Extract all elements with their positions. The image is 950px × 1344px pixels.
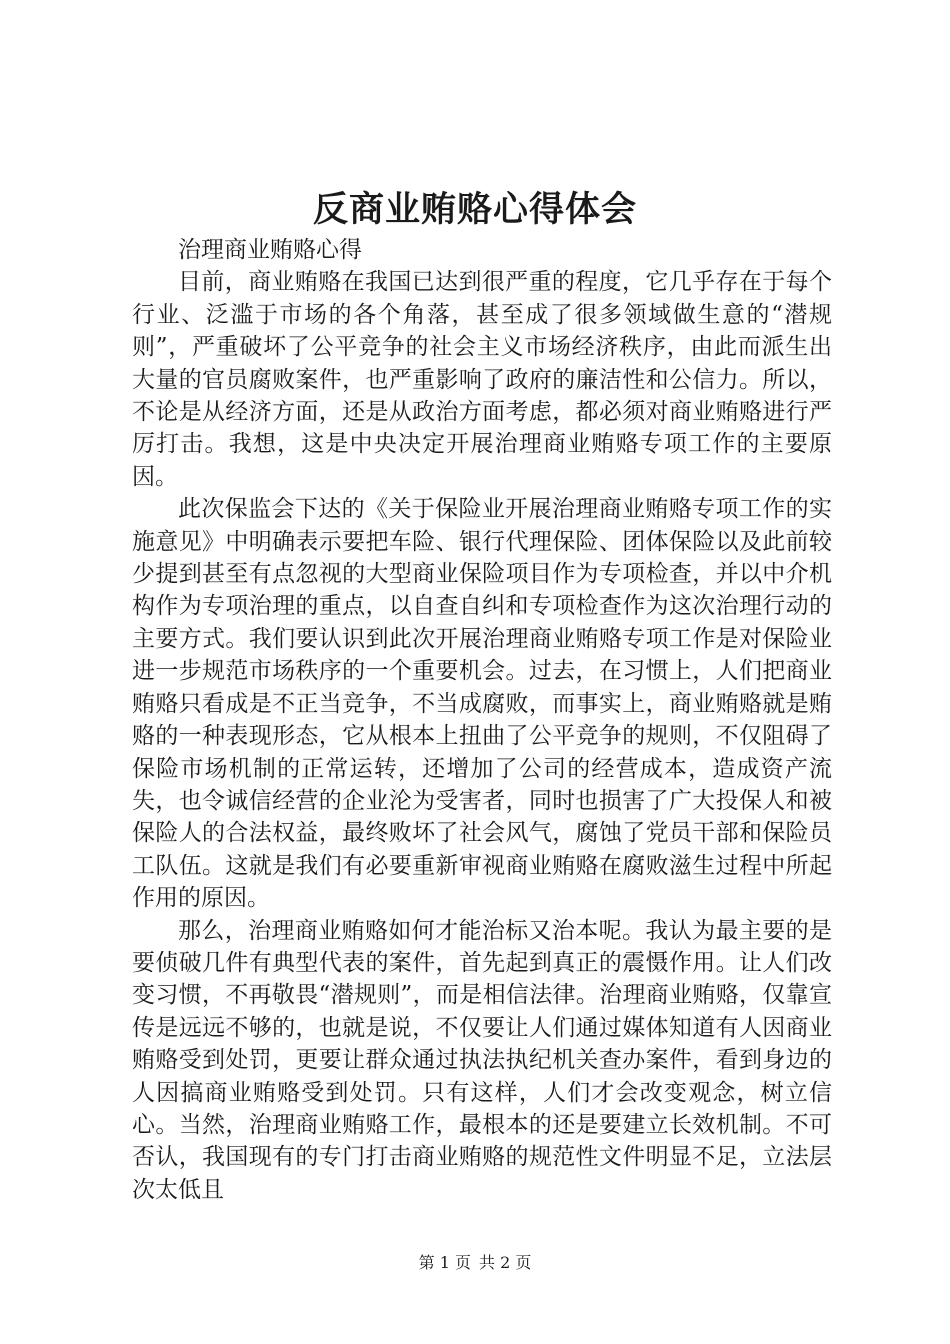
document-body <box>132 234 832 1206</box>
page-footer <box>0 1252 950 1274</box>
page-total: 共 2 页 <box>479 1253 532 1272</box>
body-paragraph: 此次保监会下达的《关于保险业开展治理商业贿赂专项工作的实施意见》中明确表示要把车险、银行代理保险、团体保险以及此前较少提到甚至有点忽视的大型商业保险项目作为专项检查，并以中介机构作为专项治理的重点，以自查自纠和专项检查作为这次治理行动的主要方式。我们要认识到此次开展治理商业贿赂专项工作是对保险业进一步规范市场秩序的一个重要机会。过去，在习惯上，人们把商业贿赂只看成是不正当竞争，不当成腐败，而事实上，商业贿赂就是贿赂的一种表现形态，它从根本上扭曲了公平竞争的规则，不仅阻碍了保险市场机制的正常运转，还增加了公司的经营成本，造成资产流失，也令诚信经营的企业沦为受害者，同时也损害了广大投保人和被保险人的合法权益，最终败坏了社会风气，腐蚀了党员干部和保险员工队伍。这就是我们有必要重新审视商业贿赂在腐败滋生过程中所起作用的原因。 <box>132 496 832 912</box>
document-title: 反商业贿赂心得体会 <box>312 189 637 230</box>
body-paragraph: 那么，治理商业贿赂如何才能治标又治本呢。我认为最主要的是要侦破几件有典型代表的案件，首先起到真正的震慑作用。让人们改变习惯，不再敬畏“潜规则”，而是相信法律。治理商业贿赂，仅靠宣传是远远不够的，也就是说，不仅要让人们通过媒体知道有人因商业贿赂受到处罚，更要让群众通过执法执纪机关查办案件，看到身边的人因搞商业贿赂受到处罚。只有这样，人们才会改变观念，树立信心。当然，治理商业贿赂工作，最根本的还是要建立长效机制。不可否认，我国现有的专门打击商业贿赂的规范性文件明显不足，立法层次太低且 <box>132 917 832 1203</box>
body-paragraph: 目前，商业贿赂在我国已达到很严重的程度，它几乎存在于每个行业、泛滥于市场的各个角落，甚至成了很多领域做生意的“潜规则”，严重破坏了公平竞争的社会主义市场经济秩序，由此而派生出大量的官员腐败案件，也严重影响了政府的廉洁性和公信力。所以，不论是从经济方面，还是从政治方面考虑，都必须对商业贿赂进行严厉打击。我想，这是中央决定开展治理商业贿赂专项工作的主要原因。 <box>132 269 832 490</box>
page-number: 第 1 页 <box>418 1253 471 1272</box>
section-subtitle: 治理商业贿赂心得 <box>178 237 362 263</box>
